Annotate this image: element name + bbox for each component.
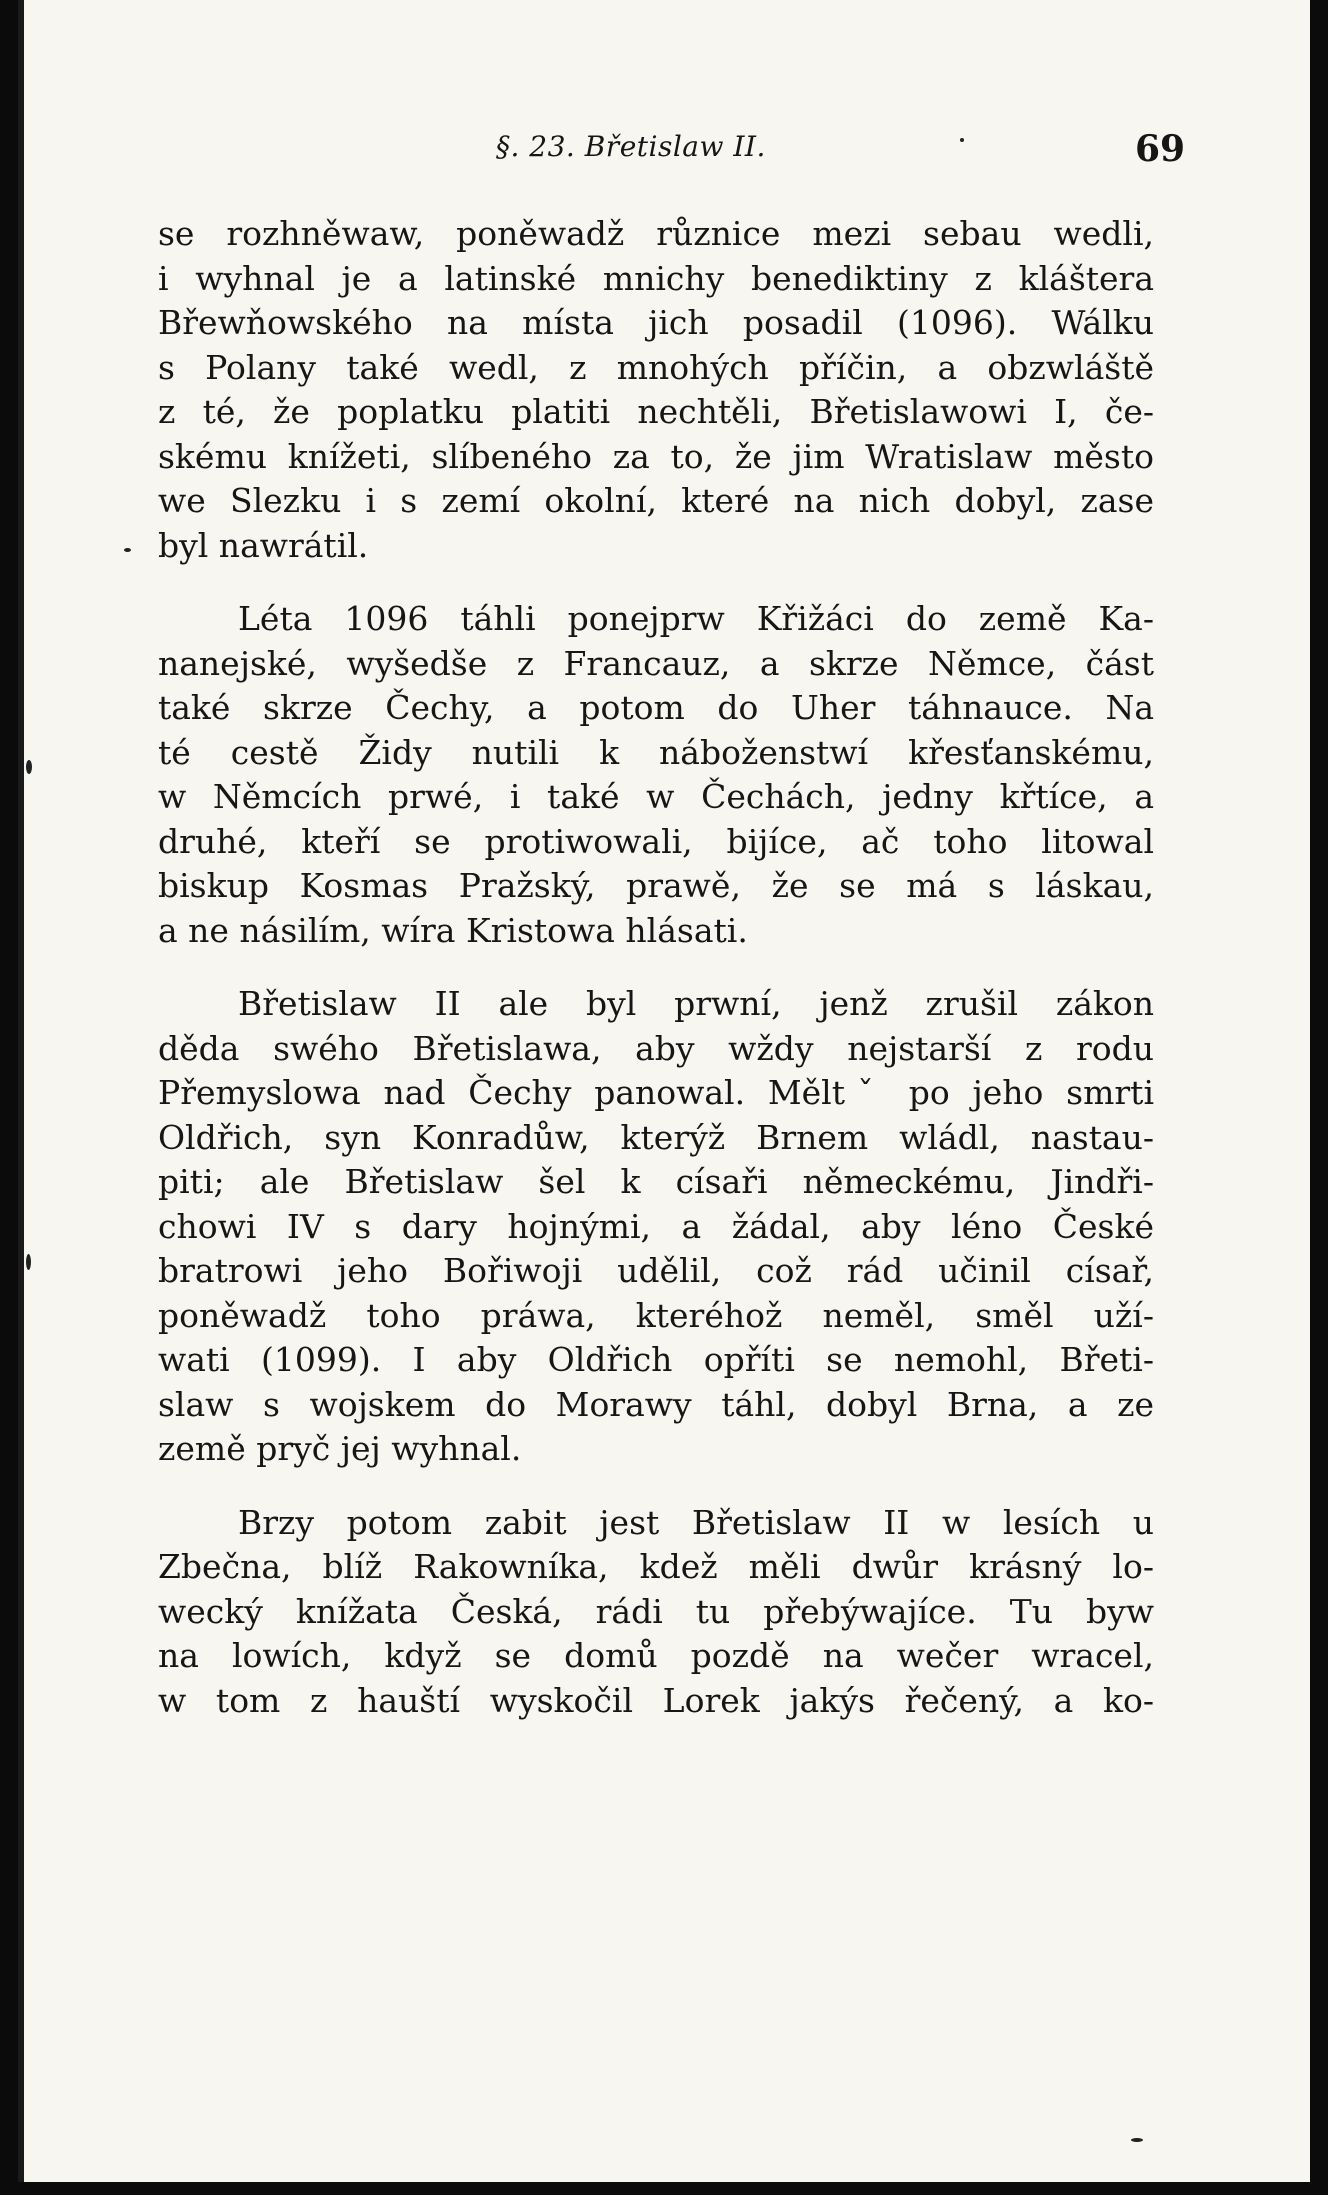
ink-speck bbox=[26, 760, 32, 774]
text-line: w Němcích prwé, i také w Čechách, jedny křtíce, a bbox=[158, 777, 1154, 816]
text-line: Brzy potom zabit jest Břetislaw II w lesích u bbox=[238, 1502, 1154, 1542]
text-line: děda swého Břetislawa, aby wždy nejstarší z rodu bbox=[158, 1028, 1154, 1068]
text-line: Břetislaw II ale byl prwní, jenž zrušil zákon bbox=[238, 984, 1154, 1023]
binding-edge bbox=[18, 0, 24, 2182]
text-line: chowi IV s dary hojnými, a žádal, aby léno České bbox=[158, 1206, 1154, 1246]
book-page bbox=[18, 0, 1310, 2182]
text-line: také skrze Čechy, a potom do Uher táhnauce. Na bbox=[158, 688, 1154, 727]
text-line: té cestě Židy nutili k náboženstwí křesťanskému, bbox=[158, 732, 1154, 772]
text-line: Zbečna, blíž Rakowníka, kdež měli dwůr krásný lo- bbox=[158, 1547, 1154, 1586]
paragraph-gap bbox=[158, 568, 1154, 597]
text-line: piti; ale Břetislaw šel k císaři německému, Jindři- bbox=[158, 1162, 1154, 1201]
text-line: se rozhněwaw, poněwadž různice mezi sebau wedli, bbox=[158, 214, 1154, 253]
section-title: §. 23. Břetislaw II. bbox=[496, 130, 766, 163]
text-line: poněwadž toho práwa, kteréhož neměl, směl uží- bbox=[158, 1295, 1154, 1335]
ink-speck bbox=[124, 548, 131, 552]
text-line: bratrowi jeho Bořiwoji udělil, což rád učinil císař, bbox=[158, 1251, 1154, 1290]
text-line: Oldřich, syn Konradůw, kterýž Brnem wládl, nastau- bbox=[158, 1117, 1154, 1157]
ink-speck bbox=[1131, 2138, 1143, 2142]
paragraph-gap bbox=[158, 1472, 1154, 1501]
ink-speck bbox=[960, 138, 964, 142]
ink-speck bbox=[26, 1254, 31, 1270]
text-line: wati (1099). I aby Oldřich opříti se nemohl, Břeti- bbox=[158, 1340, 1154, 1379]
text-line: w tom z hauští wyskočil Lorek jakýs řečený, a ko- bbox=[158, 1680, 1154, 1720]
text-line: wecký knížata Česká, rádi tu přebýwajíce. Tu byw bbox=[158, 1591, 1154, 1631]
text-line: s Polany také wedl, z mnohých příčin, a obzwláště bbox=[158, 347, 1154, 387]
text-line: slaw s wojskem do Morawy táhl, dobyl Brna, a ze bbox=[158, 1384, 1154, 1424]
text-line: Břewňowského na místa jich posadil (1096). Wálku bbox=[158, 303, 1154, 342]
text-line: druhé, kteří se protiwowali, bijíce, ač toho litowal bbox=[158, 821, 1154, 861]
text-line: z té, že poplatku platiti nechtěli, Břetislawowi I, če- bbox=[158, 392, 1154, 431]
page-number: 69 bbox=[1135, 128, 1186, 170]
text-line: na lowích, když se domů pozdě na wečer wracel, bbox=[158, 1636, 1154, 1675]
body-text bbox=[158, 212, 1154, 1723]
text-line: země pryč jej wyhnal. bbox=[158, 1429, 522, 1468]
text-line: a ne násilím, wíra Kristowa hlásati. bbox=[158, 910, 748, 950]
running-head bbox=[18, 128, 1310, 178]
text-line: we Slezku i s zemí okolní, které na nich dobyl, zase bbox=[158, 481, 1154, 520]
text-line: byl nawrátil. bbox=[158, 525, 369, 565]
text-line: i wyhnal je a latinské mnichy benediktiny z kláštera bbox=[158, 258, 1154, 298]
text-line: nanejské, wyšedše z Francauz, a skrze Němce, část bbox=[158, 643, 1154, 683]
text-line: Léta 1096 táhli ponejprw Křižáci do země Ka- bbox=[238, 599, 1154, 638]
text-line: skému knížeti, slíbeného za to, že jim Wratislaw město bbox=[158, 436, 1154, 476]
text-line: biskup Kosmas Pražský, prawě, že se má s láskau, bbox=[158, 866, 1154, 905]
paragraph-gap bbox=[158, 953, 1154, 982]
text-line: Přemyslowa nad Čechy panowal. Měltˇ po jeho smrti bbox=[158, 1073, 1154, 1112]
